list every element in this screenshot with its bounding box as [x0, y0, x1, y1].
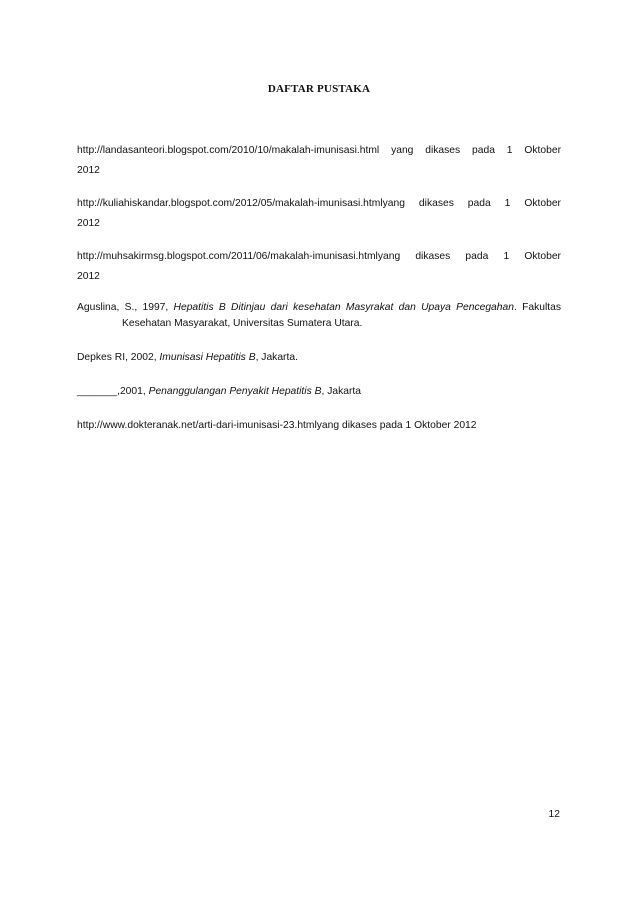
reference-list — [77, 141, 561, 452]
reference-citation — [77, 300, 561, 316]
reference-publisher: , Jakarta — [321, 386, 361, 397]
reference-publisher: , Jakarta. — [255, 352, 298, 363]
reference-author: Aguslina, S., 1997, — [77, 302, 174, 313]
reference-url: http://muhsakirmsg.blogspot.com/2011/06/makalah-imunisasi.htmlyang dikases pada 1 Oktober — [77, 251, 561, 262]
reference-url: http://landasanteori.blogspot.com/2010/10/makalah-imunisasi.html yang dikases pada 1 Oktober — [77, 145, 561, 156]
reference-item-4 — [77, 300, 561, 332]
reference-year: 2012 — [77, 218, 100, 229]
reference-publisher: . Fakultas — [513, 302, 562, 313]
reference-item-2 — [77, 194, 561, 234]
reference-item-5 — [77, 350, 561, 366]
reference-author: Depkes RI, 2002, — [77, 352, 160, 363]
reference-item-7 — [77, 418, 561, 434]
reference-url: http://www.dokteranak.net/arti-dari-imunisasi-23.htmlyang dikases pada 1 Oktober 2012 — [77, 420, 477, 431]
reference-title: Hepatitis B Ditinjau dari kesehatan Masyrakat dan Upaya Pencegahan — [173, 302, 514, 313]
reference-item-6 — [77, 384, 561, 400]
reference-continuation: Kesehatan Masyarakat, Universitas Sumatera Utara. — [122, 318, 363, 329]
reference-item-3 — [77, 247, 561, 287]
reference-citation — [77, 384, 561, 400]
reference-year: 2012 — [77, 165, 100, 176]
reference-title: Imunisasi Hepatitis B — [159, 352, 256, 363]
reference-author: _______,2001, — [77, 386, 149, 397]
page-number: 12 — [548, 809, 560, 820]
reference-citation — [77, 350, 561, 366]
reference-title: Penanggulangan Penyakit Hepatitis B — [148, 386, 322, 397]
reference-year: 2012 — [77, 271, 100, 282]
page-title: DAFTAR PUSTAKA — [267, 83, 371, 95]
reference-url: http://kuliahiskandar.blogspot.com/2012/05/makalah-imunisasi.htmlyang dikases pada 1 Oktober — [77, 198, 561, 209]
reference-item-1 — [77, 141, 561, 181]
